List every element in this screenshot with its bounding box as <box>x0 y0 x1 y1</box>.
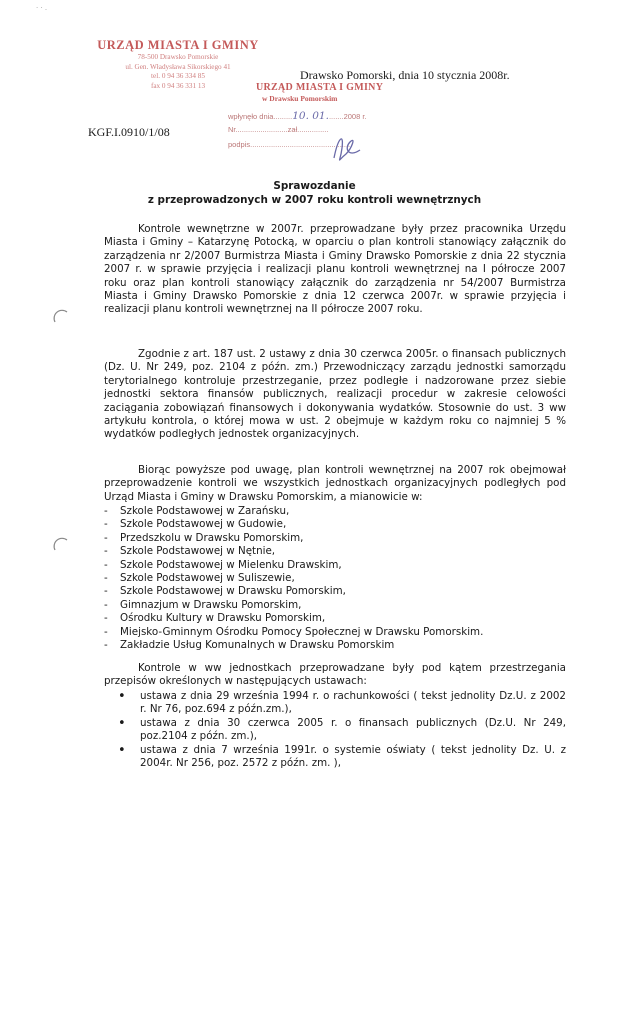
date-line: Drawsko Pomorski, dnia 10 stycznia 2008r. <box>300 68 510 82</box>
number-row: Nr.........................zał............... <box>228 125 329 134</box>
list-item: • ustawa z dnia 7 września 1991r. o systemie oświaty ( tekst jednolity Dz. U. z 2004r. Nr 256, poz. 2572 z późn. zm. ), <box>118 744 566 771</box>
letterhead-line: 78-500 Drawsko Pomorskie <box>137 53 219 61</box>
paragraph-laws-intro: Kontrole w ww jednostkach przeprowadzane były pod kątem przestrzegania przepisów określonych w następujących ustawach: <box>104 662 566 688</box>
letterhead-title: URZĄD MIASTA I GMINY <box>97 38 259 52</box>
laws-list <box>118 690 566 770</box>
letterhead-line: fax 0 94 36 331 13 <box>150 81 206 90</box>
list-item: - Szkole Podstawowej w Mielenku Drawskim, <box>104 559 483 572</box>
list-item: - Szkole Podstawowej w Suliszewie, <box>104 572 483 585</box>
nr-label: Nr <box>228 125 236 134</box>
received-label: wpłynęło dnia <box>228 112 274 121</box>
list-item: - Szkole Podstawowej w Drawsku Pomorskim, <box>104 585 483 598</box>
letterhead-line: tel. 0 94 36 334 85 <box>151 72 205 80</box>
list-item: - Gimnazjum w Drawsku Pomorskim, <box>104 599 483 612</box>
paragraph-scope: Biorąc powyższe pod uwagę, plan kontroli wewnętrznej na 2007 rok obejmował przeprowadzenie kontroli we wszystkich jednostkach organizacyjnych podległych pod Urząd Miasta i Gminy w Drawsku Pomorskim, a mianowicie w: <box>104 464 566 503</box>
units-list <box>104 505 483 652</box>
list-item: - Szkole Podstawowej w Gudowie, <box>104 518 483 531</box>
reference-number: KGF.I.0910/1/08 <box>88 125 170 139</box>
list-item: - Szkole Podstawowej w Zarańsku, <box>104 505 483 518</box>
received-date-row: wpłynęło dnia.........10. 01........2008 r. <box>228 110 367 122</box>
incoming-stamp-title: URZĄD MIASTA I GMINY <box>256 82 384 93</box>
list-item: - Zakładzie Usług Komunalnych w Drawsku Pomorskim <box>104 639 483 652</box>
paragraph-intro: Kontrole wewnętrzne w 2007r. przeprowadzane były przez pracownika Urzędu Miasta i Gminy – Katarzynę Potocką, w oparciu o plan kontroli stanowiący załącznik do zarządzenia nr 2/2007 Burmistrza Miasta i Gminy Drawsko Pomorskie z dnia 22 stycznia 2007 r. w sprawie przyjęcia i realizacji planu kontroli wewnętrznej na I półrocze 2007 roku oraz plan kontroli stanowiący załącznik do zarządzenia nr 54/2007 Burmistrza Miasta i Gminy Drawsko Pomorskie z dnia 12 czerwca 2007r. w sprawie przyjęcia i realizacji planu kontroli wewnętrznej na II półrocze 2007 roku. <box>104 223 566 316</box>
list-item: - Miejsko-Gminnym Ośrodku Pomocy Społecznej w Drawsku Pomorskim. <box>104 626 483 639</box>
list-item: - Szkole Podstawowej w Nętnie, <box>104 545 483 558</box>
punch-hole-icon <box>52 536 70 554</box>
received-year: 2008 r. <box>343 112 367 121</box>
attachments-label: zał. <box>287 125 300 134</box>
list-item: - Przedszkolu w Drawsku Pomorskim, <box>104 532 483 545</box>
letterhead-line: ul. Gen. Władysława Sikorskiego 41 <box>125 62 231 71</box>
document-subtitle: z przeprowadzonych w 2007 roku kontroli wewnętrznych <box>147 194 482 206</box>
document-title: Sprawozdanie <box>273 180 356 192</box>
received-date-handwritten: 10. 01. <box>292 110 329 122</box>
paragraph-legal-basis: Zgodnie z art. 187 ust. 2 ustawy z dnia 30 czerwca 2005r. o finansach publicznych (Dz. U. Nr 249, poz. 2104 z późn. zm.) Przewodniczący zarządu jednostki samorządu terytorialnego kontroluje przestrzeganie, przez podległe i nadzorowane przez siebie jednostki sektora finansów publicznych, realizacji procedur w zakresie celowości zaciągania zobowiązań finansowych i dokonywania wydatków. Stosownie do ust. 3 ww artykułu kontrola, o której mowa w ust. 2 obejmuje w każdym roku co najmniej 5 % wydatków podległych jednostek organizacyjnych. <box>104 348 566 441</box>
punch-hole-icon <box>52 308 70 326</box>
signature-row: podpis................................................ <box>228 140 351 149</box>
corner-mark: · · . <box>36 4 48 12</box>
handwritten-signature-icon <box>330 128 364 166</box>
incoming-stamp <box>228 80 408 160</box>
list-item: • ustawa z dnia 30 czerwca 2005 r. o finansach publicznych (Dz.U. Nr 249, poz.2104 z późn. zm.), <box>118 717 566 744</box>
signature-label: podpis <box>228 140 251 149</box>
list-item: - Ośrodku Kultury w Drawsku Pomorskim, <box>104 612 483 625</box>
list-item: • ustawa z dnia 29 września 1994 r. o rachunkowości ( tekst jednolity Dz.U. z 2002 r. Nr 76, poz.694 z późn.zm.), <box>118 690 566 717</box>
incoming-stamp-subtitle: w Drawsku Pomorskim <box>262 94 338 103</box>
